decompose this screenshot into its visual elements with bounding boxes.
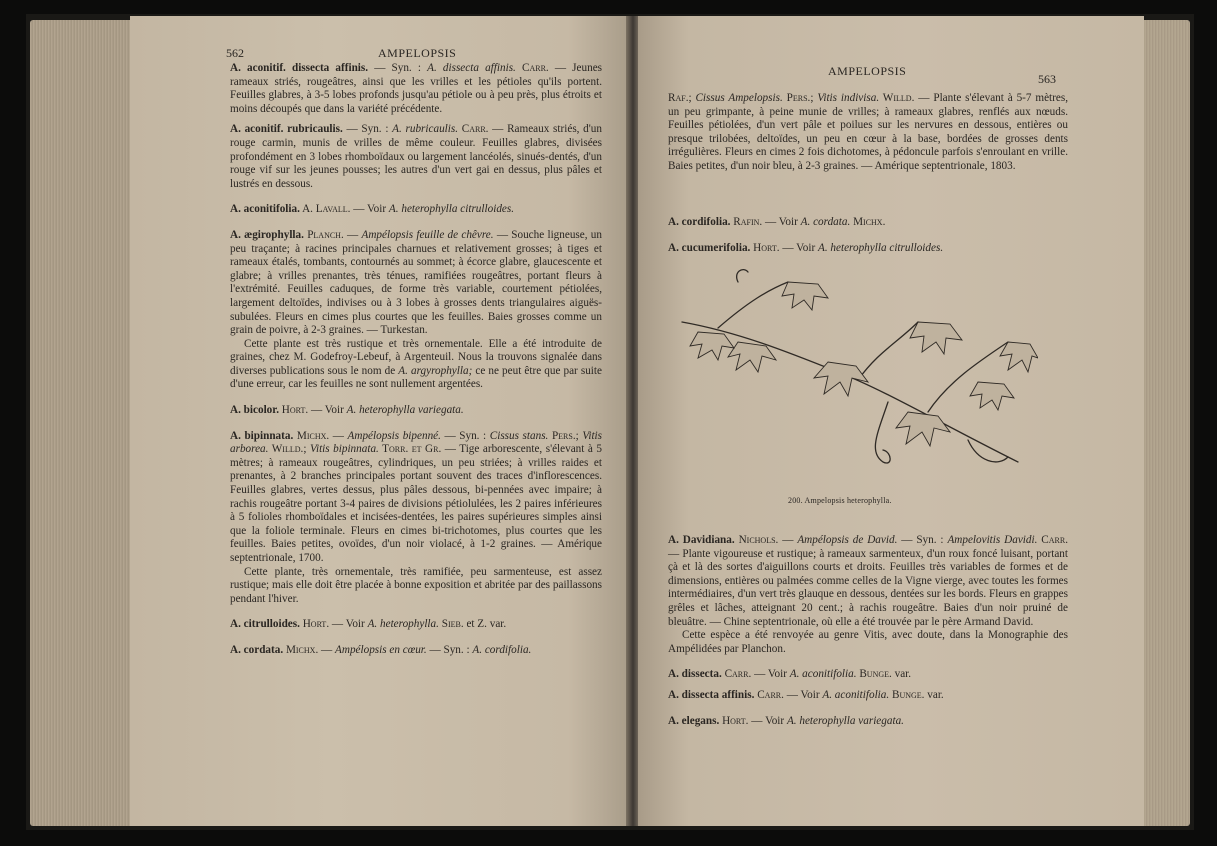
leaf — [814, 362, 868, 396]
tendril — [968, 440, 1008, 462]
entry: A. dissecta. Carr. — Voir A. aconitifolia. Bunge. var. — [668, 668, 912, 681]
ampelopsis-illustration — [678, 262, 1038, 478]
figure-caption: 200. Ampelopsis heterophylla. — [788, 496, 892, 505]
entry: A. bicolor. Hort. — Voir A. heterophylla variegata. — [230, 404, 464, 417]
entry-headword: A. Davidiana. — [668, 534, 735, 546]
right-page — [638, 16, 1144, 826]
entry: A. cordifolia. Rafin. — Voir A. cordata. Michx. — [668, 216, 886, 228]
entry-headword: A. cucumerifolia. — [668, 241, 751, 254]
leaf — [782, 282, 828, 310]
entry-headword: A. aconitif. rubricaulis. — [230, 123, 343, 136]
entry-headword: A. bicolor. — [230, 404, 279, 417]
leaf — [690, 332, 734, 360]
entry-headword: A. aconitifolia. — [230, 203, 300, 216]
branch — [858, 322, 918, 380]
entry: A. aconitif. dissecta affinis. — Syn. : A. dissecta affinis. Carr. — Jeunes rameaux striés, rougeâtres, ainsi que les vrilles et les pétioles qu'ils portent. Feuilles glabres, à 3-5 lobes profonds jusqu'au pétiole ou à peu près, plus étroits et moins découpés que dans la variété précédente. — [230, 62, 603, 115]
tendril — [875, 402, 890, 463]
entry: A. aconitif. rubricaulis. — Syn. : A. rubricaulis. Carr. — Rameaux striés, d'un rouge carmin, munis de vrilles de même couleur. Feuilles glabres, divisées profondément en 3 lobes rhomboïdaux ou largement lancéolés, sinués-dentés, d'un rouge vif sur les jeunes pousses; les autres d'un vert gai en dessus, plus pâles et lustrés en dessous. — [230, 123, 602, 190]
leaf — [896, 412, 950, 446]
entry: A. Davidiana. Nichols. — Ampélopsis de David. — Syn. : Ampelovitis Davidi. Carr. — Plante vigoureuse et rustique; à rameaux sarmenteux, d'un roux foncé luisant, portant çà et là des sortes d'aiguillons courts et droits. Feuilles très variables de formes et de dimensions, entières ou palmées comme celles de la Vigne vierge, avec toutes les formes intermédiaires, d'un vert très glauque en dessous, dentées sur les bords. Fleurs en grappes grêles et lâches, atteignant 20 cent.; à rachis rougeâtre. Baies d'un noir pruiné de bleuâtre. — Chine septentrionale, où elle a été trouvée par le père Armand David. — [668, 534, 1068, 628]
leaf — [910, 322, 962, 354]
entry: A. bipinnata. Michx. — Ampélopsis bipenné. — Syn. : Cissus stans. Pers.; Vitis arborea. Willd.; Vitis bipinnata. Torr. et Gr. — Tige arborescente, s'élevant à 5 mètres; à rameaux rougeâtres, cylindriques, un peu striées; à vrilles raides et prenantes, à 2 branches principales portant souvent des traces d'inflorescences. Feuilles glabres, vertes dessus, plus pâles dessous, bi-pennées avec impaire; à rachis rougeâtre portant 3-4 paires de divisions pétiolulées, les 2 paires inférieures à 5 folioles rhomboïdales et incisées-dentées, les paires supérieures simples ainsi que la foliole terminale. Fleurs en cimes bi-trichotomes, plus courtes que les feuilles. Baies petites, ovoïdes, d'un noir violacé, à 1-2 graines. — Amérique septentrionale, 1700. — [230, 429, 603, 564]
branch — [718, 282, 788, 328]
entry-headword: A. bipinnata. — [230, 429, 294, 442]
entry: A. citrulloides. Hort. — Voir A. heterophylla. Sieb. et Z. var. — [230, 618, 507, 631]
page-number: 562 — [226, 46, 244, 60]
entry-continuation: Raf.; Cissus Ampelopsis. Pers.; Vitis indivisa. Willd. — Plante s'élevant à 5-7 mètres, un peu grimpante, à peine munie de vrilles; à rameaux glabres, renflés aux nœuds. Feuilles pétiolées, d'un vert pâle et poilues sur les nervures en dessous, entières ou presque trilobées, deltoïdes, un peu en cœur à la base, bordées de grosses dents irrégulières. Fleurs en cimes 2 fois dichotomes, à pédoncule parfois s'enroulant en vrille. Baies petites, d'un noir bleu, à 2-3 graines. — Amérique septentrionale, 1803. — [668, 92, 1068, 172]
paragraph: Cette plante est très rustique et très ornementale. Elle a été introduite de graines, chez M. Godefroy-Lebeuf, à Argenteuil. Nous la trouvons signalée dans diverses publications sous le nom de A. argyrophylla; ce ne peut être que par suite d'une erreur, car les feuilles ne sont nullement argentées. — [230, 337, 602, 391]
entry-headword: A. cordata. — [230, 643, 284, 656]
entry-headword: A. elegans. — [668, 714, 720, 727]
entry-headword: A. cordifolia. — [668, 216, 731, 228]
page-number: 563 — [1038, 72, 1056, 86]
paragraph: Cette espèce a été renvoyée au genre Vitis, avec doute, dans la Monographie des Ampélidées par Planchon. — [668, 629, 1068, 655]
right-text-bottom — [668, 534, 1068, 728]
entry: A. elegans. Hort. — Voir A. heterophylla variegata. — [668, 714, 904, 727]
entry: A. aconitifolia. A. Lavall. — Voir A. heterophylla citrulloides. — [230, 203, 515, 216]
right-text-mid — [668, 216, 1068, 255]
entry-headword: A. citrulloides. — [230, 618, 300, 631]
entry: A. cucumerifolia. Hort. — Voir A. heterophylla citrulloides. — [668, 241, 944, 254]
running-head: AMPELOPSIS — [828, 64, 907, 78]
paragraph: Cette plante, très ornementale, très ramifiée, peu sarmenteuse, est assez rustique; mais elle doit être placée à bonne exposition et abritée par des paillassons pendant l'hiver. — [230, 565, 602, 605]
left-page — [130, 16, 628, 826]
entry-headword: A. ægirophylla. — [230, 228, 304, 241]
leaf — [970, 382, 1014, 410]
leaf — [1000, 342, 1038, 372]
right-page-edges — [1140, 20, 1190, 826]
entry: A. ægirophylla. Planch. — Ampélopsis feuille de chêvre. — Souche ligneuse, un peu traçante; à racines principales charnues et relativement grosses; à tiges et rameaux étalés, tombants, contournés au sommet; à écorce glabre, glaucescente et glabre; à vrilles prenantes, très ténues, ramifiées rougeâtres, portant fleurs à l'extrémité. Feuilles caduques, de forme très variable, courtement pétiolées, largement deltoïdes, indivises ou à 3 lobes à grosses dents triangulaires aiguës-subulées. Fleurs en cimes plus courtes que les feuilles. Baies grosses comme un grain de poivre, à 2-3 graines. — Turkestan. — [230, 228, 602, 337]
entry-headword: A. dissecta affinis. — [668, 688, 755, 701]
entry: A. cordata. Michx. — Ampélopsis en cœur. — Syn. : A. cordifolia. — [230, 643, 532, 656]
leaf — [728, 342, 776, 372]
left-text-block — [230, 62, 602, 658]
right-text-top — [668, 92, 1068, 174]
entry-headword: A. dissecta. — [668, 668, 722, 681]
entry: A. dissecta affinis. Carr. — Voir A. aconitifolia. Bunge. var. — [668, 688, 944, 701]
tendril — [737, 270, 748, 282]
main-stem — [682, 322, 1018, 462]
entry-headword: A. aconitif. dissecta affinis. — [230, 62, 369, 74]
running-head: AMPELOPSIS — [378, 46, 457, 60]
left-page-edges — [30, 20, 138, 826]
